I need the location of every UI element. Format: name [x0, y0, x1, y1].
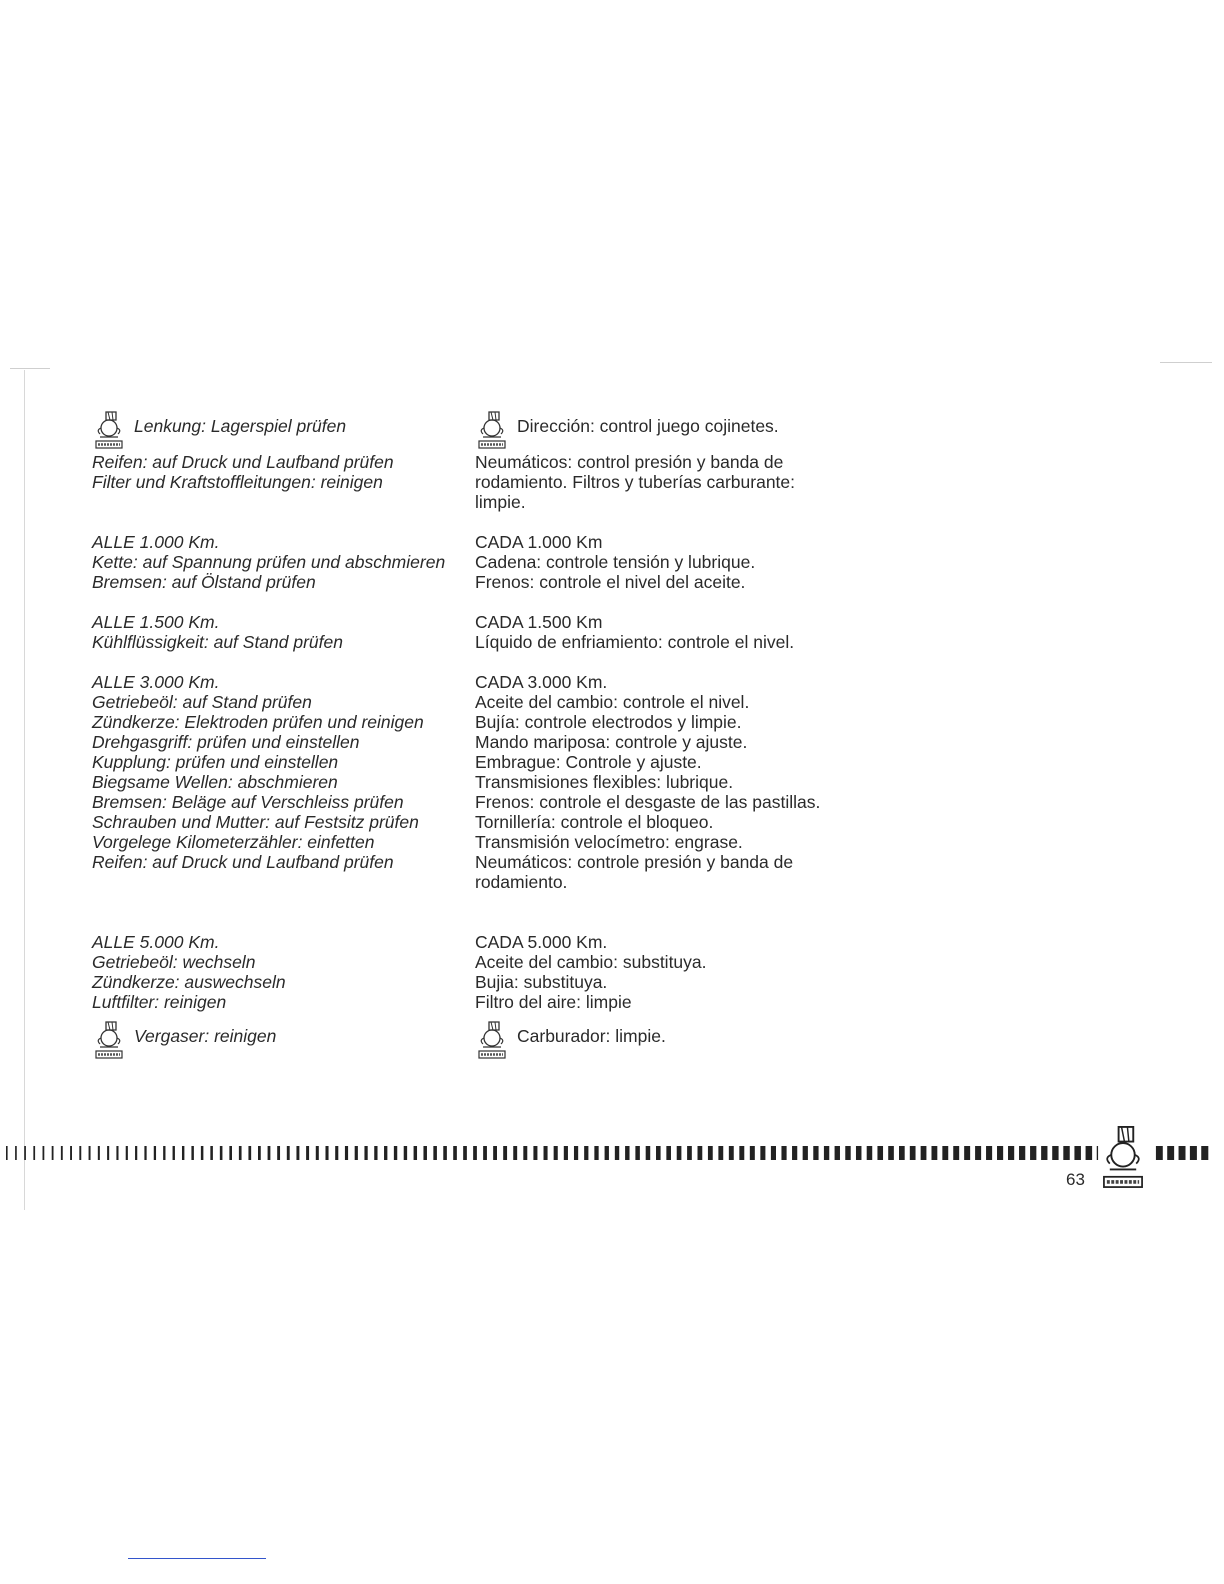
page-number: 63 [1066, 1170, 1085, 1189]
footer-tick [126, 1146, 128, 1160]
footer-tick [220, 1146, 223, 1160]
footer-tick [52, 1146, 54, 1160]
interval-heading: ALLE 5.000 Km. [92, 932, 220, 952]
text-line: Transmisiones flexibles: lubrique. [475, 772, 734, 792]
footer-tick [698, 1146, 703, 1160]
footer-tick [1086, 1146, 1093, 1160]
text-line: Drehgasgriff: prüfen und einstellen [92, 732, 360, 752]
footer-tick [739, 1146, 744, 1160]
footer-tick [975, 1146, 981, 1160]
text-line: Neumáticos: controle presión y banda de [475, 852, 794, 872]
german-top-mechanic [92, 410, 462, 452]
footer-tick [942, 1146, 948, 1160]
footer-tick [803, 1146, 808, 1160]
spanish-group-3000 [475, 672, 835, 892]
footer-tick [33, 1146, 35, 1160]
footer-tick [423, 1146, 427, 1160]
footer-tick [374, 1146, 377, 1160]
german-column [92, 410, 462, 1062]
footer-tick [835, 1146, 840, 1160]
interval-heading: ALLE 3.000 Km. [92, 672, 220, 692]
footer-tick [750, 1146, 755, 1160]
footer-tick [503, 1146, 507, 1160]
footer-tick [182, 1146, 184, 1160]
footer-tick [845, 1146, 850, 1160]
footer-tick [316, 1146, 319, 1160]
footer-tick [760, 1146, 765, 1160]
footer-tick [1074, 1146, 1080, 1160]
interval-heading: ALLE 1.500 Km. [92, 612, 220, 632]
footer-tick [605, 1146, 609, 1160]
spanish-top-lines [475, 452, 835, 512]
cagiva-mechanic-icon [475, 410, 509, 454]
spanish-group-5000 [475, 932, 835, 1012]
footer-tick [443, 1146, 447, 1160]
footer-tick [523, 1146, 527, 1160]
footer-tick [824, 1146, 829, 1160]
footer-tick [98, 1146, 100, 1160]
footer-tick [306, 1146, 309, 1160]
footer-tick [666, 1146, 671, 1160]
footer-tick [210, 1146, 213, 1160]
text-line: Frenos: controle el nivel del aceite. [475, 572, 746, 592]
footer-tick [116, 1146, 118, 1160]
footer-tick [79, 1146, 81, 1160]
binding-line [24, 370, 25, 1210]
footer-tick [1063, 1146, 1069, 1160]
bottom-rule [128, 1558, 266, 1559]
text-line: rodamiento. [475, 872, 568, 892]
footer-tick [493, 1146, 497, 1160]
interval-heading: CADA 3.000 Km. [475, 672, 608, 692]
footer-tick [997, 1146, 1003, 1160]
footer-tick [1030, 1146, 1036, 1160]
text-line: Zündkerze: Elektroden prüfen und reinigen [92, 712, 424, 732]
text-line: Reifen: auf Druck und Laufband prüfen [92, 852, 394, 872]
interval-heading: ALLE 1.000 Km. [92, 532, 220, 552]
spanish-bottom-mechanic [475, 1020, 835, 1062]
text-line: Aceite del cambio: controle el nivel. [475, 692, 750, 712]
text-line: Transmisión velocímetro: engrase. [475, 832, 743, 852]
text-line: Schrauben und Mutter: auf Festsitz prüfen [92, 812, 419, 832]
footer-tick [646, 1146, 651, 1160]
text-line: Filter und Kraftstoffleitungen: reinigen [92, 472, 383, 492]
footer-tick [687, 1146, 692, 1160]
footer-tick [89, 1146, 91, 1160]
footer-tick [287, 1146, 290, 1160]
footer-tick [594, 1146, 598, 1160]
text-line: Tornillería: controle el bloqueo. [475, 812, 714, 832]
text-line: Bremsen: auf Ölstand prüfen [92, 572, 316, 592]
footer-cagiva-logo [1098, 1124, 1148, 1195]
footer-tick [404, 1146, 407, 1160]
footer-tick [584, 1146, 588, 1160]
footer-tick [296, 1146, 299, 1160]
text-line: Kupplung: prüfen und einstellen [92, 752, 339, 772]
text-line: Embrague: Controle y ajuste. [475, 752, 702, 772]
footer-tick [43, 1146, 45, 1160]
footer-tick [345, 1146, 348, 1160]
text-line: Bremsen: Beläge auf Verschleiss prüfen [92, 792, 404, 812]
footer-tick [1179, 1146, 1186, 1160]
footer-tick [964, 1146, 970, 1160]
footer-tick [544, 1146, 548, 1160]
spanish-group-1000 [475, 532, 835, 592]
footer-tick [248, 1146, 251, 1160]
spanish-steering-text: Dirección: control juego cojinetes. [517, 416, 779, 436]
footer-tick [986, 1146, 992, 1160]
footer-tick [268, 1146, 271, 1160]
footer-tick [877, 1146, 883, 1160]
footer-tick [6, 1146, 8, 1160]
interval-heading: CADA 1.000 Km [475, 532, 603, 552]
text-line: Kette: auf Spannung prüfen und abschmieren [92, 552, 446, 572]
text-line: Aceite del cambio: substituya. [475, 952, 707, 972]
footer-tick [1167, 1146, 1174, 1160]
footer-tick [473, 1146, 477, 1160]
footer-tick [574, 1146, 578, 1160]
footer-tick [483, 1146, 487, 1160]
footer-tick [910, 1146, 916, 1160]
text-line: Getriebeöl: wechseln [92, 952, 256, 972]
footer-tick [635, 1146, 639, 1160]
footer-tick [239, 1146, 242, 1160]
footer-tick [154, 1146, 156, 1160]
binding-strip [0, 360, 30, 1220]
text-line: rodamiento. Filtros y tuberías carburante: [475, 472, 796, 492]
footer-tick [325, 1146, 328, 1160]
footer-tick [554, 1146, 558, 1160]
footer-tick [867, 1146, 873, 1160]
footer-tick [163, 1146, 165, 1160]
text-line: Mando mariposa: controle y ajuste. [475, 732, 748, 752]
german-group-1500 [92, 612, 462, 652]
german-group-5000 [92, 932, 462, 1012]
footer-tick [615, 1146, 619, 1160]
cagiva-mechanic-icon [475, 1020, 509, 1064]
text-line: Luftfilter: reinigen [92, 992, 227, 1012]
spanish-group-1500 [475, 612, 835, 652]
footer-tick [931, 1146, 937, 1160]
text-line: Bujía: controle electrodos y limpie. [475, 712, 742, 732]
footer-tick [70, 1146, 72, 1160]
footer-tick [771, 1146, 776, 1160]
crop-mark-left [10, 368, 50, 369]
spanish-top-mechanic [475, 410, 835, 452]
footer-tick [414, 1146, 417, 1160]
footer-tick [1019, 1146, 1025, 1160]
footer-tick [792, 1146, 797, 1160]
footer-tick [781, 1146, 786, 1160]
text-line: Vorgelege Kilometerzähler: einfetten [92, 832, 375, 852]
footer-tick [135, 1146, 137, 1160]
footer-tick [258, 1146, 261, 1160]
footer-tick-bar [4, 1146, 1214, 1160]
footer-tick [144, 1146, 146, 1160]
footer-tick [1156, 1146, 1163, 1160]
footer-tick [277, 1146, 280, 1160]
footer-tick [888, 1146, 894, 1160]
spanish-column [475, 410, 835, 1062]
footer-tick [856, 1146, 861, 1160]
cagiva-mechanic-icon [1098, 1124, 1148, 1190]
footer-tick [24, 1146, 26, 1160]
footer-tick [61, 1146, 63, 1160]
interval-heading: CADA 5.000 Km. [475, 932, 608, 952]
footer-tick [173, 1146, 175, 1160]
german-carburetor-text: Vergaser: reinigen [134, 1026, 277, 1046]
footer-tick [513, 1146, 517, 1160]
footer-tick [201, 1146, 204, 1160]
footer-tick [899, 1146, 905, 1160]
footer-tick [335, 1146, 338, 1160]
text-line: Bujia: substituya. [475, 972, 608, 992]
footer-tick [229, 1146, 232, 1160]
footer-tick [384, 1146, 387, 1160]
footer-tick [355, 1146, 358, 1160]
footer-tick [533, 1146, 537, 1160]
footer-tick [433, 1146, 437, 1160]
footer-tick [463, 1146, 467, 1160]
footer-tick [677, 1146, 682, 1160]
text-line: Reifen: auf Druck und Laufband prüfen [92, 452, 394, 472]
footer-tick [1190, 1146, 1197, 1160]
footer-tick [394, 1146, 397, 1160]
german-top-lines [92, 452, 462, 492]
cagiva-mechanic-icon [92, 410, 126, 454]
text-line: Kühlflüssigkeit: auf Stand prüfen [92, 632, 343, 652]
footer-tick [15, 1146, 17, 1160]
german-bottom-mechanic [92, 1020, 462, 1062]
spanish-carburetor-text: Carburador: limpie. [517, 1026, 666, 1046]
footer-tick [191, 1146, 193, 1160]
footer-tick [921, 1146, 927, 1160]
text-line: limpie. [475, 492, 526, 512]
footer-tick [1041, 1146, 1047, 1160]
footer-tick [718, 1146, 723, 1160]
footer-tick [625, 1146, 629, 1160]
footer-tick [107, 1146, 109, 1160]
footer-tick [364, 1146, 367, 1160]
footer-tick [656, 1146, 661, 1160]
interval-heading: CADA 1.500 Km [475, 612, 603, 632]
footer-tick [729, 1146, 734, 1160]
footer-tick [708, 1146, 713, 1160]
text-line: Getriebeöl: auf Stand prüfen [92, 692, 312, 712]
footer-tick [813, 1146, 818, 1160]
crop-mark-right [1160, 362, 1212, 363]
footer-tick [1008, 1146, 1014, 1160]
footer-tick [953, 1146, 959, 1160]
text-line: Neumáticos: control presión y banda de [475, 452, 784, 472]
german-steering-text: Lenkung: Lagerspiel prüfen [134, 416, 347, 436]
text-line: Cadena: controle tensión y lubrique. [475, 552, 756, 572]
text-line: Biegsame Wellen: abschmieren [92, 772, 338, 792]
german-group-1000 [92, 532, 462, 592]
text-line: Zündkerze: auswechseln [92, 972, 286, 992]
text-line: Filtro del aire: limpie [475, 992, 632, 1012]
footer-tick [1201, 1146, 1208, 1160]
footer-tick [453, 1146, 457, 1160]
footer-tick [1052, 1146, 1058, 1160]
cagiva-mechanic-icon [92, 1020, 126, 1064]
text-line: Frenos: controle el desgaste de las pastillas. [475, 792, 821, 812]
german-group-3000 [92, 672, 462, 872]
text-line: Líquido de enfriamiento: controle el nivel. [475, 632, 795, 652]
footer-tick [564, 1146, 568, 1160]
